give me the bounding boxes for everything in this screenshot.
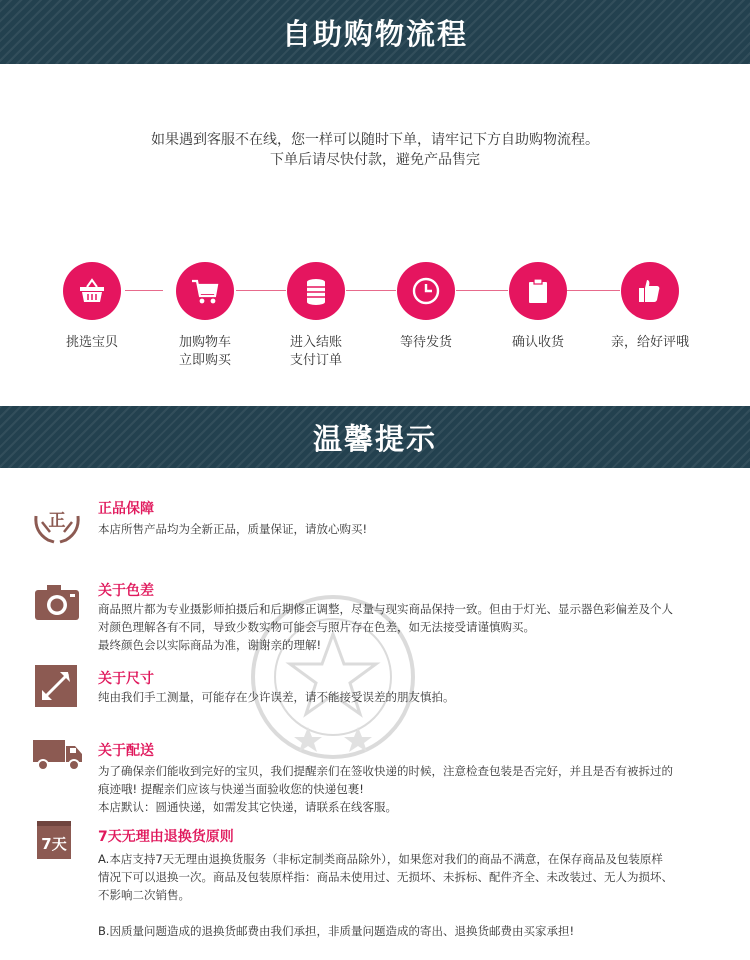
thumbs-up-icon <box>621 262 679 320</box>
intro-text <box>0 130 750 170</box>
tip-body <box>98 520 723 538</box>
tip-line: 纯由我们手工测量，可能存在少许误差，请不能接受误差的朋友慎拍。 <box>98 690 455 704</box>
delivery-truck-icon <box>32 736 84 774</box>
step-confirm-receipt <box>482 262 594 352</box>
tip-line: A.本店支持7天无理由退换货服务（非标定制类商品除外），如果您对我们的商品不满意，在保存商品及包装原样 <box>98 852 663 866</box>
tip-line: B.因质量问题造成的退换货邮费由我们承担，非质量问题造成的寄出、退换货邮费由买家承担! <box>98 924 575 938</box>
tips-banner-title: 温馨提示 <box>312 421 437 456</box>
step-label: 亲，给好评哦 <box>610 335 689 350</box>
tip-line: 最终颜色会以实际商品为准，谢谢亲的理解! <box>98 638 322 652</box>
shopping-cart-icon <box>176 262 234 320</box>
step-wait-shipping <box>370 262 482 352</box>
tip-title: 关于配送 <box>98 743 154 759</box>
step-label: 等待发货 <box>399 335 452 350</box>
tips-banner <box>0 406 750 468</box>
resize-arrow-icon <box>34 664 78 708</box>
clipboard-icon <box>509 262 567 320</box>
tip-line: 对颜色理解各有不同，导致少数实物可能会与照片存在色差，如无法接受请谨慎购买。 <box>98 620 535 634</box>
step-add-cart <box>149 262 261 370</box>
calendar-7-days-icon <box>36 820 72 860</box>
step-label: 挑选宝贝 <box>65 335 118 350</box>
camera-icon <box>32 580 82 624</box>
tip-title: 正品保障 <box>98 501 154 517</box>
tip-line: 为了确保亲们能收到完好的宝贝，我们提醒亲们在签收快递的时候，注意检查包装是否完好，并且是否有被拆过的 <box>98 764 673 778</box>
process-banner <box>0 0 750 64</box>
tip-line: 不影响二次销售。 <box>98 888 190 902</box>
process-banner-title: 自助购物流程 <box>281 16 468 51</box>
step-good-review <box>594 262 706 352</box>
basket-icon <box>63 262 121 320</box>
tip-line: 情况下可以退换一次。商品及包装原样指：商品未使用过、无损坏、未拆标、配件齐全、未改装过、无人为损坏、 <box>98 870 673 884</box>
clock-icon <box>397 262 455 320</box>
step-checkout <box>260 262 372 370</box>
tip-body <box>98 762 723 816</box>
tip-body <box>98 850 723 940</box>
tip-line <box>98 904 723 922</box>
tip-title: 关于尺寸 <box>98 671 154 687</box>
genuine-hands-icon <box>32 502 82 546</box>
intro-line-1: 如果遇到客服不在线，您一样可以随时下单，请牢记下方自助购物流程。 <box>151 132 599 148</box>
svg-text:正: 正 <box>48 511 66 531</box>
tip-title: 7天无理由退换货原则 <box>98 829 234 845</box>
step-label: 确认收货 <box>511 335 564 350</box>
process-steps <box>0 262 750 382</box>
tip-body <box>98 600 723 654</box>
tip-line: 本店默认：圆通快递，如需发其它快递，请联系在线客服。 <box>98 800 397 814</box>
step-label: 进入结账 支付订单 <box>289 335 342 368</box>
calendar-7-days-label: 7天 <box>41 835 67 853</box>
step-choose <box>36 262 148 352</box>
tip-body <box>98 688 723 706</box>
tip-line: 本店所售产品均为全新正品，质量保证，请放心购买! <box>98 522 368 536</box>
tip-title: 关于色差 <box>98 583 154 599</box>
tip-line: 商品照片都为专业摄影师拍摄后和后期修正调整，尽量与现实商品保持一致。但由于灯光、显示器色彩偏差及个人 <box>98 602 673 616</box>
intro-line-2: 下单后请尽快付款，避免产品售完 <box>270 152 480 168</box>
step-label: 加购物车 立即购买 <box>178 335 231 368</box>
coins-icon <box>287 262 345 320</box>
tip-line: 痕迹哦! 提醒亲们应该与快递当面验收您的快递包裹! <box>98 782 364 796</box>
